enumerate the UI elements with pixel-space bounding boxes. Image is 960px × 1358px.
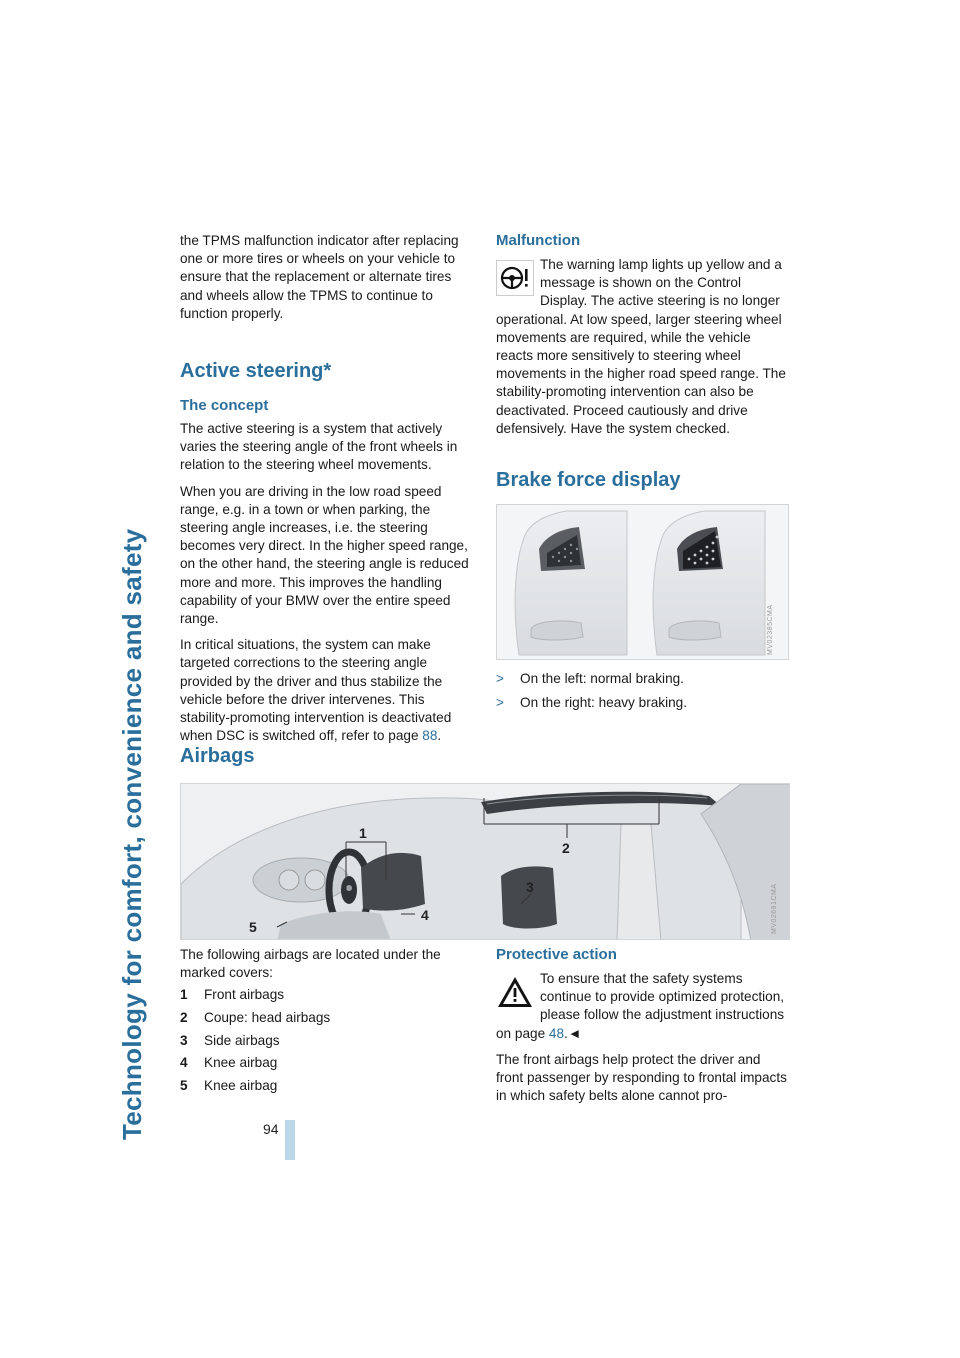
list-item: 5 Knee airbag xyxy=(180,1077,278,1093)
protective-action-column xyxy=(496,946,790,1113)
concept-heading: The concept xyxy=(180,397,269,415)
brake-figure-code: MV02385CMA xyxy=(767,604,774,655)
warning-triangle-icon xyxy=(496,974,534,1010)
page-marker-bar xyxy=(285,1120,295,1160)
side-chapter-title: Technology for comfort, convenience and safety xyxy=(117,528,147,1140)
list-item: 4 Knee airbag xyxy=(180,1055,278,1071)
protective-paragraph-2: The front airbags help protect the driver and front passenger by responding to frontal impacts in which safety belts alone cannot pro- xyxy=(496,1051,787,1104)
malfunction-text: The warning lamp lights up yellow and a message is shown on the Control Display. The active steering is no longer operational. At low speed, larger steering wheel movements are required, while the vehicle reacts more sensitively to steering wheel movements in the higher road speed range. The stability-promoting intervention can also be deactivated. Proceed cautiously and drive defensively. Have the system checked. xyxy=(496,257,786,436)
page-ref-88[interactable]: 88 xyxy=(422,728,438,744)
protective-action-heading: Protective action xyxy=(496,946,617,963)
list-item: 3 Side airbags xyxy=(180,1032,280,1048)
airbag-callout-1: 1 xyxy=(359,825,367,841)
concept-paragraph-1: The active steering is a system that actively varies the steering angle of the front wheels in relation to the steering wheel movements. xyxy=(180,421,458,473)
brake-item-right: > On the right: heavy braking. xyxy=(496,695,687,711)
airbags-heading: Airbags xyxy=(180,745,255,767)
airbag-callout-5: 5 xyxy=(249,919,257,935)
brake-force-figure xyxy=(496,504,789,660)
brake-item-left: > On the left: normal braking. xyxy=(496,671,684,687)
airbags-intro: The following airbags are located under the marked covers: xyxy=(180,947,441,981)
airbag-callout-3: 3 xyxy=(526,879,534,895)
airbag-callout-4: 4 xyxy=(421,907,429,923)
protective-warning: To ensure that the safety systems continue to provide optimized protection, please follow the adjustment instructions on page 48.◄ xyxy=(496,971,785,1041)
malfunction-heading: Malfunction xyxy=(496,232,581,249)
list-item: 2 Coupe: head airbags xyxy=(180,1010,331,1025)
airbags-list xyxy=(180,986,475,1099)
airbags-figure-code: MV02691CMA xyxy=(771,883,778,934)
airbag-callout-2: 2 xyxy=(562,840,570,856)
page-number: 94 xyxy=(263,1121,279,1137)
left-column xyxy=(180,232,475,753)
concept-paragraph-2: When you are driving in the low road speed range, e.g. in a town or when parking, the steering angle increases, i.e. the steering becomes very direct. In the higher speed range, on the other hand, the steering angle is reduced more and more. This improves the handling capability of your BMW over the entire speed range. xyxy=(180,483,469,627)
page-ref-48[interactable]: 48 xyxy=(548,1025,565,1041)
brake-force-heading: Brake force display xyxy=(496,469,681,492)
airbags-list-column xyxy=(180,946,475,1099)
concept-paragraph-3: In critical situations, the system can make targeted corrections to the steering angle provided by the driver and thus stabilize the vehicle before the driver intervenes. This stability-promoting intervention is deactivated when DSC is switched off, refer to page 88. xyxy=(180,637,452,744)
active-steering-heading: Active steering* xyxy=(180,360,332,383)
steering-warning-icon xyxy=(496,260,534,296)
airbags-figure xyxy=(180,783,790,940)
list-item: 1 Front airbags xyxy=(180,987,285,1003)
tpms-continuation: the TPMS malfunction indicator after replacing one or more tires or wheels on your vehicle to ensure that the replacement or alternate tires and wheels allow the TPMS to continue to function properly. xyxy=(180,233,459,321)
